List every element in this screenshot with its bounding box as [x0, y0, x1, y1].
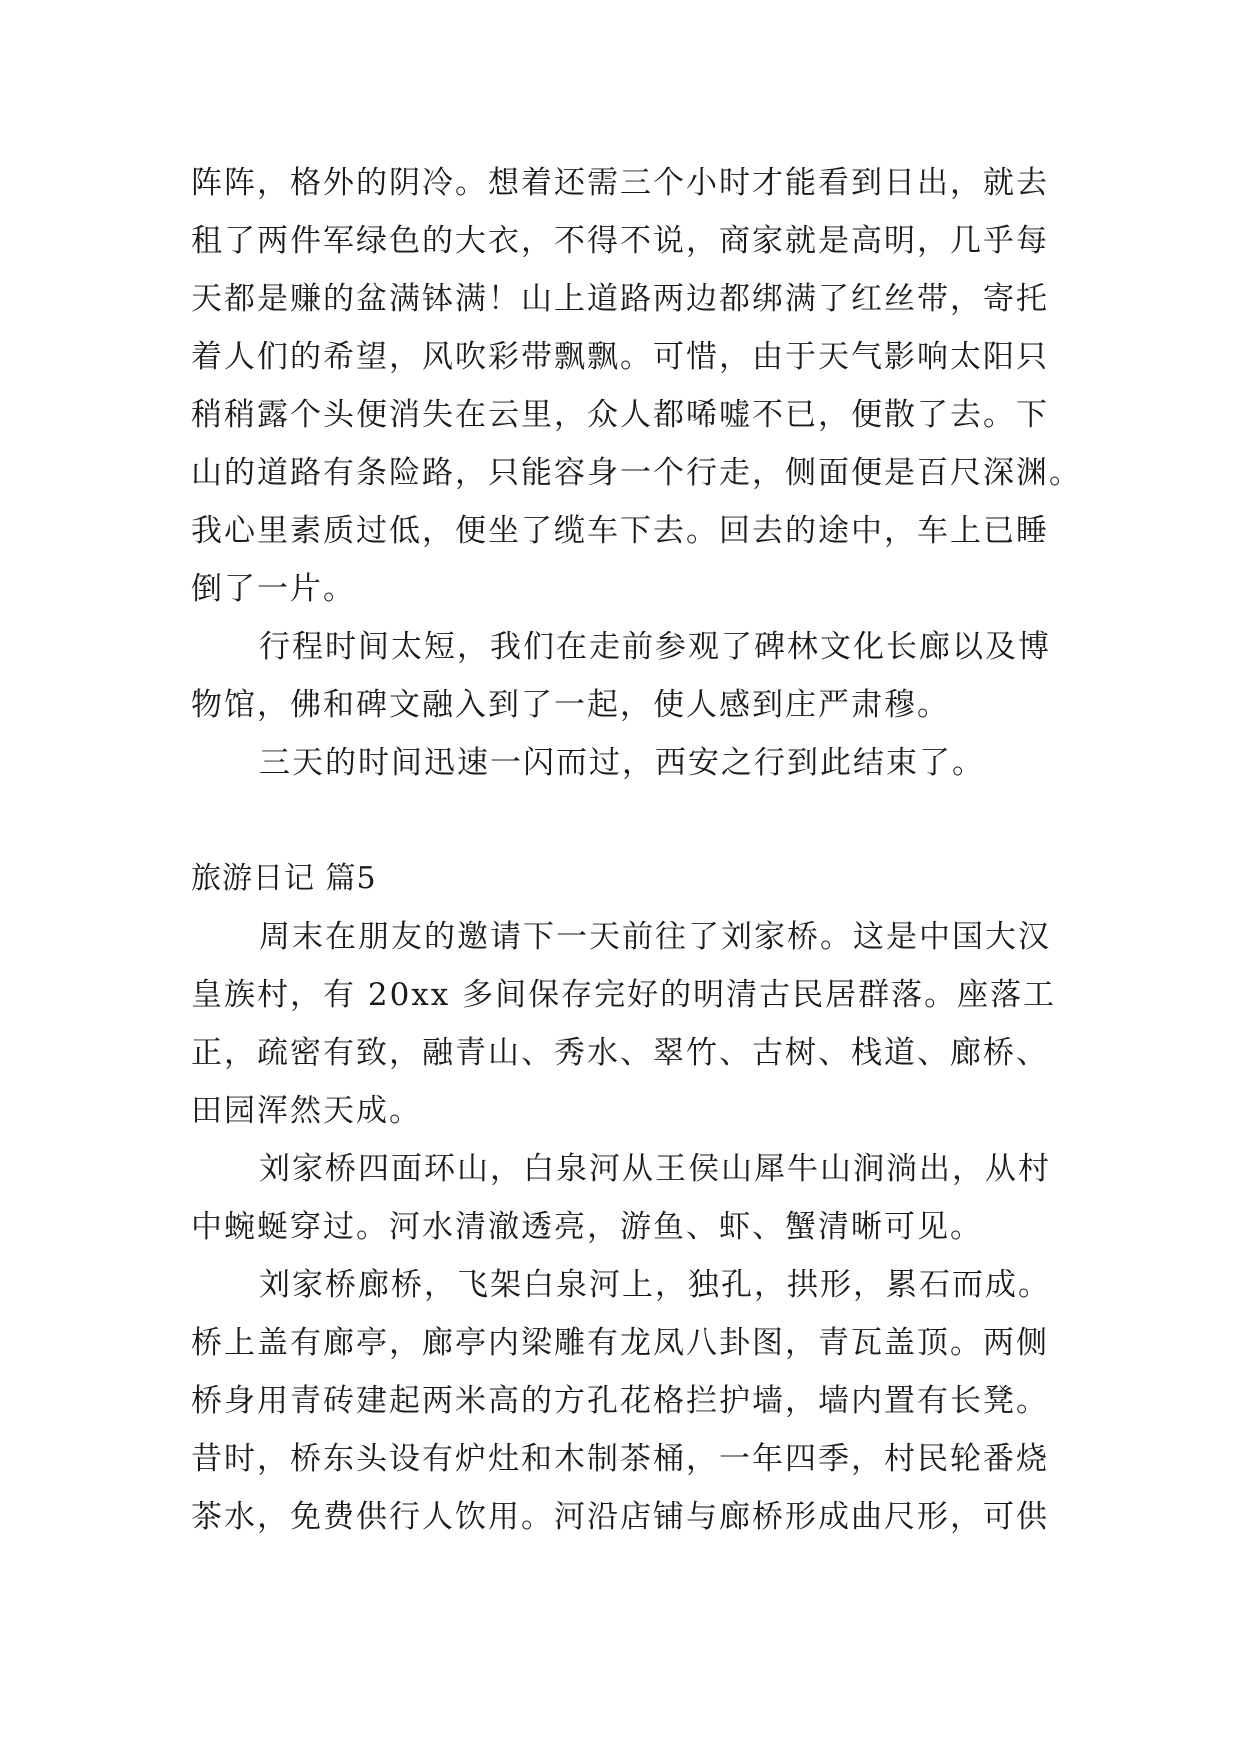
text-line: 着人们的希望，风吹彩带飘飘。可惜，由于天气影响太阳只 — [191, 339, 1049, 375]
paragraph-museum — [191, 618, 1051, 734]
text-line: 茶水，免费供行人饮用。河沿店铺与廊桥形成曲尺形，可供 — [191, 1499, 1049, 1535]
text-line: 租了两件军绿色的大衣，不得不说，商家就是高明，几乎每 — [191, 223, 1049, 259]
text-line: 行程时间太短，我们在走前参观了碑林文化长廊以及博 — [259, 629, 1051, 665]
text-line: 物馆，佛和碑文融入到了一起，使人感到庄严肃穆。 — [191, 687, 950, 723]
paragraph-river — [191, 1140, 1051, 1256]
text-line: 天都是赚的盆满钵满！山上道路两边都绑满了红丝带，寄托 — [191, 281, 1049, 317]
text-line: 三天的时间迅速一闪而过，西安之行到此结束了。 — [259, 745, 985, 781]
paragraph-ending — [191, 734, 1051, 792]
text-line: 皇族村，有 20xx 多间保存完好的明清古民居群落。座落工 — [191, 977, 1057, 1013]
text-line: 昔时，桥东头设有炉灶和木制茶桶，一年四季，村民轮番烧 — [191, 1441, 1049, 1477]
heading-text: 旅游日记 篇5 — [191, 861, 377, 896]
text-line: 桥身用青砖建起两米高的方孔花格拦护墙，墙内置有长凳。 — [191, 1383, 1049, 1419]
text-line: 刘家桥四面环山，白泉河从王侯山犀牛山涧淌出，从村 — [259, 1151, 1051, 1187]
text-line: 周末在朋友的邀请下一天前往了刘家桥。这是中国大汉 — [259, 919, 1051, 955]
text-line: 正，疏密有致，融青山、秀水、翠竹、古树、栈道、廊桥、 — [191, 1035, 1049, 1071]
text-line: 中蜿蜒穿过。河水清澈透亮，游鱼、虾、蟹清晰可见。 — [191, 1209, 983, 1245]
paragraph-liujiaqiao-intro — [191, 908, 1057, 1140]
text-line: 我心里素质过低，便坐了缆车下去。回去的途中，车上已睡 — [191, 513, 1049, 549]
section-heading — [191, 850, 1051, 908]
text-line: 刘家桥廊桥，飞架白泉河上，独孔，拱形，累石而成。 — [259, 1267, 1051, 1303]
text-line: 桥上盖有廊亭，廊亭内梁雕有龙凤八卦图，青瓦盖顶。两侧 — [191, 1325, 1049, 1361]
text-line: 山的道路有条险路，只能容身一个行走，侧面便是百尺深渊。 — [191, 455, 1082, 491]
text-line: 田园浑然天成。 — [191, 1093, 422, 1129]
text-line: 稍稍露个头便消失在云里，众人都唏嘘不已，便散了去。下 — [191, 397, 1049, 433]
paragraph-covered-bridge — [191, 1256, 1051, 1546]
text-line: 阵阵，格外的阴冷。想着还需三个小时才能看到日出，就去 — [191, 165, 1049, 201]
text-line: 倒了一片。 — [191, 571, 356, 607]
paragraph-continuation — [191, 154, 1082, 618]
